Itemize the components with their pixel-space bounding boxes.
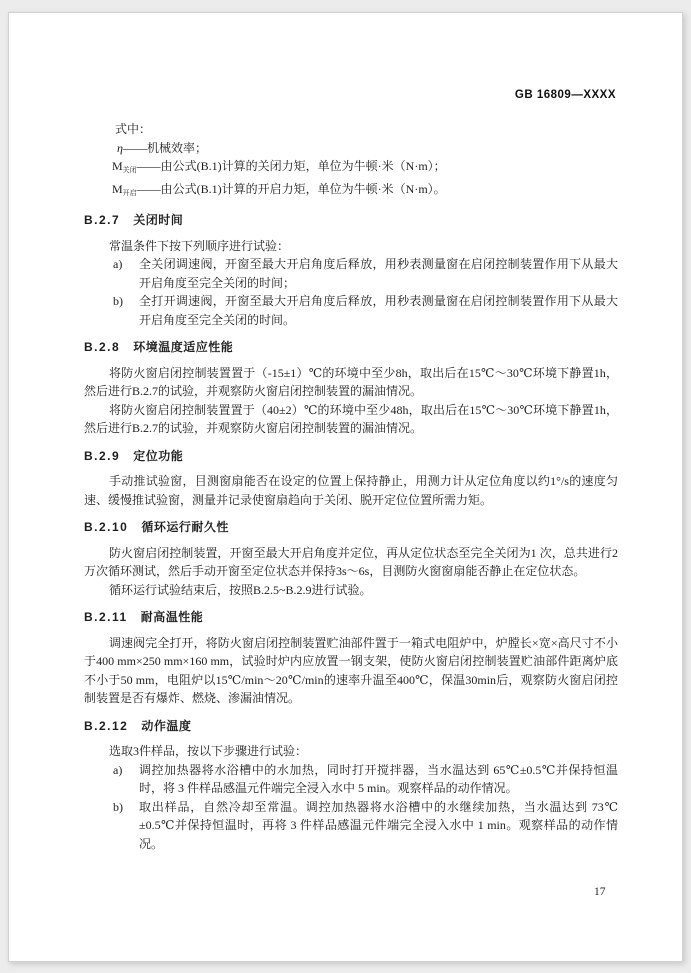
m-open-symbol: M (112, 181, 123, 196)
section-heading (84, 211, 618, 230)
m-close-definition: ——由公式(B.1)计算的关闭力矩，单位为牛顿·米（N·m）； (136, 159, 446, 173)
section-b-2-10 (84, 518, 618, 599)
section-heading (84, 518, 618, 537)
section-number: B.2.12 (84, 718, 129, 733)
eta-definition: ——机械效率； (122, 140, 207, 155)
section-b-2-12 (84, 717, 618, 854)
m-close-symbol: M (112, 159, 123, 173)
standard-number-header: GB 16809—XXXX (514, 89, 616, 101)
section-b-2-11 (84, 608, 618, 708)
list-item (84, 798, 618, 854)
list-item (84, 761, 618, 798)
body-paragraph: 循环运行试验结束后，按照B.2.5~B.2.9进行试验。 (109, 582, 372, 597)
document-page (8, 12, 683, 962)
page-content (84, 120, 618, 853)
list-item (84, 292, 618, 329)
section-heading (84, 717, 618, 736)
section-b-2-9 (84, 447, 618, 510)
section-heading (84, 608, 618, 627)
section-heading (84, 338, 618, 357)
section-b-2-8 (84, 338, 618, 438)
section-title: 动作温度 (141, 718, 192, 733)
ordered-list (84, 761, 618, 854)
list-item-marker: b) (113, 294, 123, 308)
section-number: B.2.8 (84, 340, 121, 354)
list-item-text: 取出样品，自然冷却至常温。调控加热器将水浴槽中的水继续加热，当水温达到 73℃±0.5℃并保持恒温时，再将 3 件样品感温元件端完全浸入水中 1 min。观察样品的动作情况。 (139, 799, 618, 851)
section-heading (84, 447, 618, 466)
section-number: B.2.7 (84, 213, 121, 227)
formula-note-m-open (84, 180, 618, 203)
section-title: 定位功能 (133, 448, 184, 463)
body-paragraph: 防火窗启闭控制装置，开窗至最大开启角度并定位，再从定位状态至完全关闭为1 次，总共进行2万次循环测试，然后手动开窗至定位状态并保持3s～6s，目测防火窗窗扇能否静止在定位状态。 (84, 545, 618, 578)
formula-note-m-close (84, 157, 618, 180)
section-intro-paragraph: 常温条件下按下列顺序进行试验： (109, 238, 290, 253)
section-title: 耐高温性能 (140, 610, 204, 624)
section-title: 循环运行耐久性 (141, 520, 229, 534)
formula-notes (84, 120, 618, 202)
formula-note-eta (84, 139, 618, 158)
ordered-list (84, 255, 618, 329)
section-number: B.2.9 (84, 448, 121, 463)
eta-symbol: η (117, 140, 123, 155)
m-open-definition: ——由公式(B.1)计算的开启力矩，单位为牛顿·米（N·m）。 (136, 181, 446, 196)
section-number: B.2.11 (84, 610, 128, 624)
section-title: 环境温度适应性能 (133, 340, 234, 354)
formula-notes-intro: 式中： (115, 122, 152, 136)
section-b-2-7 (84, 211, 618, 329)
m-open-subscript: 开启 (122, 188, 137, 197)
list-item-marker: a) (113, 257, 123, 271)
list-item-marker: a) (113, 762, 123, 777)
section-intro-paragraph: 选取3件样品，按以下步骤进行试验： (109, 744, 308, 758)
list-item (84, 255, 618, 292)
body-paragraph: 将防火窗启闭控制装置置于（-15±1）℃的环境中至少8h，取出后在15℃～30℃环境下静置1h，然后进行B.2.7的试验，并观察防火窗启闭控制装置的漏油情况。 (84, 365, 618, 398)
list-item-text: 全打开调速阀，开窗至最大开启角度后释放，用秒表测量窗在启闭控制装置作用下从最大开启角度至完全关闭的时间。 (139, 294, 618, 327)
section-title: 关闭时间 (133, 213, 184, 227)
m-close-subscript: 关闭 (122, 166, 137, 174)
body-paragraph: 将防火窗启闭控制装置置于（40±2）℃的环境中至少48h，取出后在15℃～30℃环境下静置1h，然后进行B.2.7的试验，并观察防火窗启闭控制装置的漏油情况。 (84, 402, 618, 435)
list-item-text: 调控加热器将水浴槽中的水加热，同时打开搅拌器，当水温达到 65℃±0.5℃并保持恒温时，将 3 件样品感温元件端完全浸入水中 5 min。观察样品的动作情况。 (139, 762, 618, 795)
body-paragraph: 手动推试验窗，目测窗扇能否在设定的位置上保持静止，用测力计从定位角度以约1°/s的速度匀速、缓慢推试验窗，测量并记录使窗扇趋向于关闭、脱开定位位置所需力矩。 (84, 474, 618, 507)
section-number: B.2.10 (84, 520, 129, 534)
page-number: 17 (594, 886, 606, 898)
list-item-text: 全关闭调速阀，开窗至最大开启角度后释放，用秒表测量窗在启闭控制装置作用下从最大开启角度至完全关闭的时间； (139, 257, 618, 290)
body-paragraph: 调速阀完全打开，将防火窗启闭控制装置贮油部件置于一箱式电阻炉中，炉膛长×宽×高尺寸不小于400 mm×250 mm×160 mm，试验时炉内应放置一钢支架，使防火窗启闭控制装置贮油部件距离炉底不小于50 mm，电阻炉以15℃/min～20℃/min的速率升温至400℃，保温30min后，观察防火窗启闭控制装置是否有爆炸、燃烧、渗漏油情况。 (84, 635, 618, 705)
list-item-marker: b) (113, 799, 123, 814)
